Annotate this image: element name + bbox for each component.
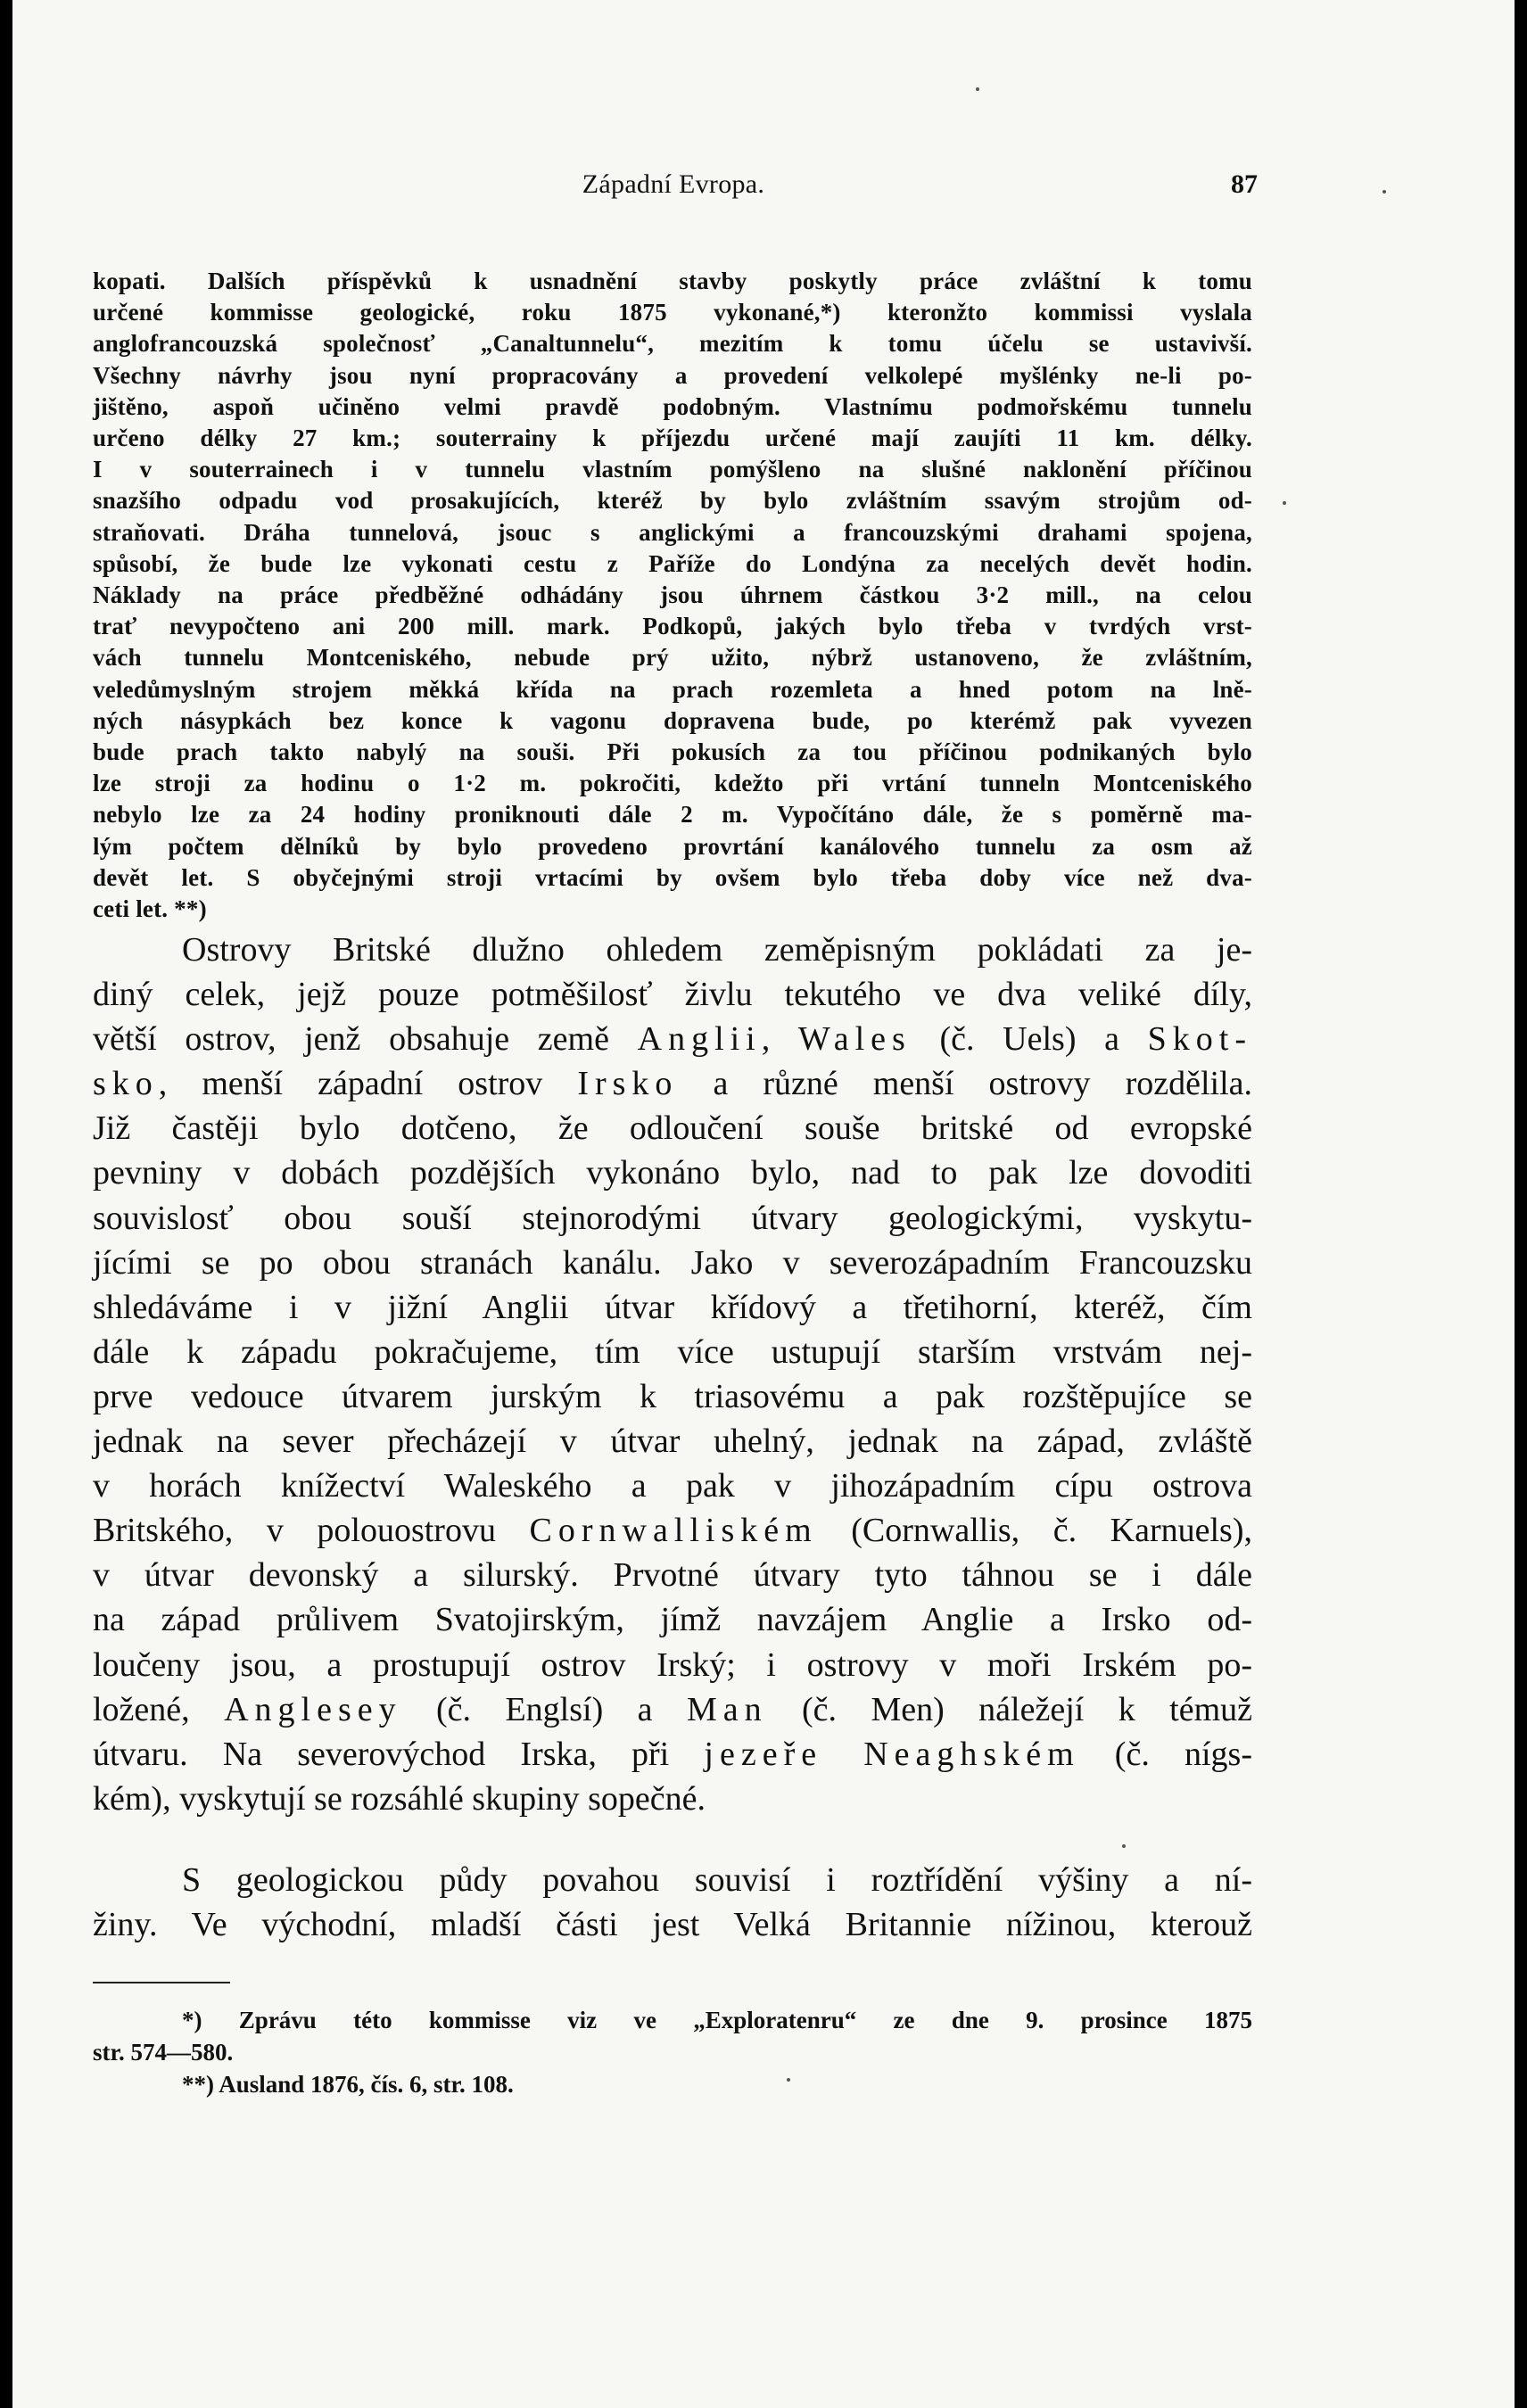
text-line: Již častěji bylo dotčeno, že odloučení souše britské od evropské bbox=[93, 1109, 1252, 1148]
text-line: Náklady na práce předběžné odhádány jsou úhrnem částkou 3·2 mill., na celou bbox=[93, 581, 1252, 609]
paper-speck bbox=[1383, 190, 1386, 194]
text-line: Ostrovy Britské dlužno ohledem zeměpisným pokládati za je- bbox=[182, 931, 1252, 969]
text-segment: (č. nígs- bbox=[1079, 1735, 1252, 1773]
text-line: kém), vyskytují se rozsáhlé skupiny sopečné. bbox=[93, 1779, 706, 1818]
text-line: devět let. S obyčejnými stroji vrtacími by ovšem bylo třeba doby více než dva- bbox=[93, 863, 1252, 891]
text-segment: , bbox=[761, 1020, 798, 1059]
text-line: S geologickou půdy povahou souvisí i roztřídění výšiny a ní- bbox=[182, 1861, 1252, 1899]
text-line: dále k západu pokračujeme, tím více ustupují starším vrstvám nej- bbox=[93, 1332, 1252, 1371]
text-line: snazšího odpadu vod prosakujících, kteréž by bylo zvláštním ssavým strojům od- bbox=[93, 487, 1252, 515]
text-line: pevniny v dobách pozdějších vykonáno bylo, nad to pak lze dovoditi bbox=[93, 1154, 1252, 1192]
text-line: žiny. Ve východní, mladší části jest Velká Britannie nížinou, kterouž bbox=[93, 1906, 1252, 1944]
text-line bbox=[93, 1687, 1252, 1732]
text-line: trať nevypočteno ani 200 mill. mark. Podkopů, jakých bylo třeba v tvrdých vrst- bbox=[93, 613, 1252, 640]
spaced-term-man: Man bbox=[686, 1690, 768, 1728]
text-line: nebylo lze za 24 hodiny proniknouti dále 2 m. Vypočítáno dále, že s poměrně ma- bbox=[93, 801, 1252, 829]
paper-speck bbox=[1122, 1844, 1126, 1848]
footnote-separator bbox=[93, 1982, 230, 1983]
text-line: shledáváme i v jižní Anglii útvar křídový a třetihorní, kteréž, čím bbox=[93, 1288, 1252, 1326]
text-line: lze stroji za hodinu o 1·2 m. pokročiti, kdežto při vrtání tunneln Montceniského bbox=[93, 770, 1252, 797]
text-segment: a různé menší ostrovy rozdělila. bbox=[678, 1065, 1252, 1103]
text-segment: (č. Men) náležejí k témuž bbox=[767, 1690, 1252, 1728]
paper-speck bbox=[787, 2078, 790, 2082]
text-line bbox=[93, 1508, 1252, 1553]
text-line: v útvar devonský a silurský. Prvotné útvary tyto táhnou se i dále bbox=[93, 1556, 1252, 1595]
text-segment: větší ostrov, jenž obsahuje země bbox=[93, 1020, 638, 1059]
text-line: kopati. Dalších příspěvků k usnadnění stavby poskytly práce zvláštní k tomu bbox=[93, 268, 1252, 294]
text-line bbox=[93, 1732, 1252, 1777]
text-line: anglofrancouzská společnosť „Canaltunnelu“, mezitím k tomu účelu se ustavivší. bbox=[93, 330, 1252, 358]
footnote-2 bbox=[93, 2068, 1252, 2100]
text-line: určené kommisse geologické, roku 1875 vykonané,*) kteronžto kommissi vyslala bbox=[93, 299, 1252, 326]
paper-speck bbox=[976, 87, 979, 91]
text-line: určeno délky 27 km.; souterrainy k příjezdu určené mají zaujíti 11 km. délky. bbox=[93, 425, 1252, 452]
text-line: jednak na sever přecházejí v útvar uhelný, jednak na západ, zvláště bbox=[93, 1423, 1252, 1461]
spaced-term-skotsko-part2: sko bbox=[93, 1065, 159, 1103]
text-segment: ložené, bbox=[93, 1690, 225, 1728]
text-line bbox=[93, 1061, 1252, 1106]
footnote-line: **) Ausland 1876, čís. 6, str. 108. bbox=[182, 2071, 514, 2098]
running-title: Západní Evropa. bbox=[582, 169, 765, 199]
text-segment: Britského, v polouostrovu bbox=[93, 1512, 530, 1550]
text-line: vách tunnelu Montceniského, nebude prý užito, nýbrž ustanoveno, že zvláštním, bbox=[93, 644, 1252, 672]
text-segment: (č. Uels) a bbox=[911, 1020, 1148, 1059]
text-segment: (č. Englsí) a bbox=[401, 1690, 687, 1728]
text-line: spůsobí, že bude lze vykonati cestu z Paříže do Londýna za necelých devět hodin. bbox=[93, 549, 1252, 577]
text-line: souvislosť obou souší stejnorodými útvary geologickými, vyskytu- bbox=[93, 1199, 1252, 1237]
spaced-term-skotsko-part1: Skot- bbox=[1147, 1020, 1253, 1059]
spaced-term-anglesey: Anglesey bbox=[224, 1690, 402, 1728]
footnote-line: str. 574—580. bbox=[93, 2039, 234, 2066]
book-page bbox=[12, 0, 1515, 2408]
paper-speck bbox=[1283, 501, 1286, 505]
text-line: prve vedouce útvarem jurským k triasovému a pak rozštěpujíce se bbox=[93, 1377, 1252, 1415]
text-segment: útvaru. Na severovýchod Irska, při bbox=[93, 1735, 705, 1773]
spaced-term-irsko: Irsko bbox=[577, 1065, 679, 1103]
paragraph-small-print bbox=[93, 266, 1252, 925]
text-line: lým počtem dělníků by bylo provedeno provrtání kanálového tunnelu za osm až bbox=[93, 832, 1252, 860]
text-line: ných násypkách bez konce k vagonu dopravena bude, po kterémž pak vyvezen bbox=[93, 706, 1252, 734]
text-line: na západ průlivem Svatojirským, jímž navzájem Anglie a Irsko od- bbox=[93, 1601, 1252, 1639]
text-line: ceti let. **) bbox=[93, 895, 207, 923]
text-line bbox=[93, 1017, 1252, 1061]
footnote-1 bbox=[93, 2004, 1252, 2068]
text-segment: (Cornwallis, č. Karnuels), bbox=[817, 1512, 1252, 1550]
text-line: diný celek, jejž pouze potměšilosť živlu tekutého ve dva veliké díly, bbox=[93, 976, 1252, 1014]
spaced-term-anglii: Anglii bbox=[637, 1020, 762, 1059]
spaced-term-jezere-neaghskem: jezeře Neaghském bbox=[704, 1735, 1080, 1773]
footnote-line: *) Zprávu této kommisse viz ve „Exploratenru“ ze dne 9. prosince 1875 bbox=[182, 2007, 1252, 2033]
text-line: loučeny jsou, a prostupují ostrov Irský; i ostrovy v moři Irském po- bbox=[93, 1645, 1252, 1684]
text-line: veledůmyslným strojem měkká křída na prach rozemleta a hned potom na lně- bbox=[93, 675, 1252, 703]
spaced-term-wales: Wales bbox=[797, 1020, 912, 1059]
spaced-term-cornwalliskem: Cornwalliském bbox=[529, 1512, 818, 1550]
text-line: v horách knížectví Waleského a pak v jihozápadním cípu ostrova bbox=[93, 1467, 1252, 1505]
paragraph-main bbox=[93, 928, 1252, 1821]
page-number: 87 bbox=[1231, 169, 1258, 199]
running-header bbox=[89, 169, 1258, 214]
text-segment: , menší západní ostrov bbox=[158, 1065, 578, 1103]
paragraph-main-continued bbox=[93, 1858, 1252, 1947]
text-line: jícími se po obou stranách kanálu. Jako v severozápadním Francouzsku bbox=[93, 1243, 1252, 1282]
text-line: Všechny návrhy jsou nyní propracovány a provedení velkolepé myšlénky ne-li po- bbox=[93, 361, 1252, 389]
text-line: jištěno, aspoň učiněno velmi pravdě podobným. Vlastnímu podmořskému tunnelu bbox=[93, 392, 1252, 420]
text-line: I v souterrainech i v tunnelu vlastním pomýšleno na slušné naklonění příčinou bbox=[93, 456, 1252, 483]
text-line: straňovati. Dráha tunnelová, jsouc s anglickými a francouzskými drahami spojena, bbox=[93, 518, 1252, 546]
text-line: bude prach takto nabylý na souši. Při pokusích za tou příčinou podnikaných bylo bbox=[93, 738, 1252, 766]
